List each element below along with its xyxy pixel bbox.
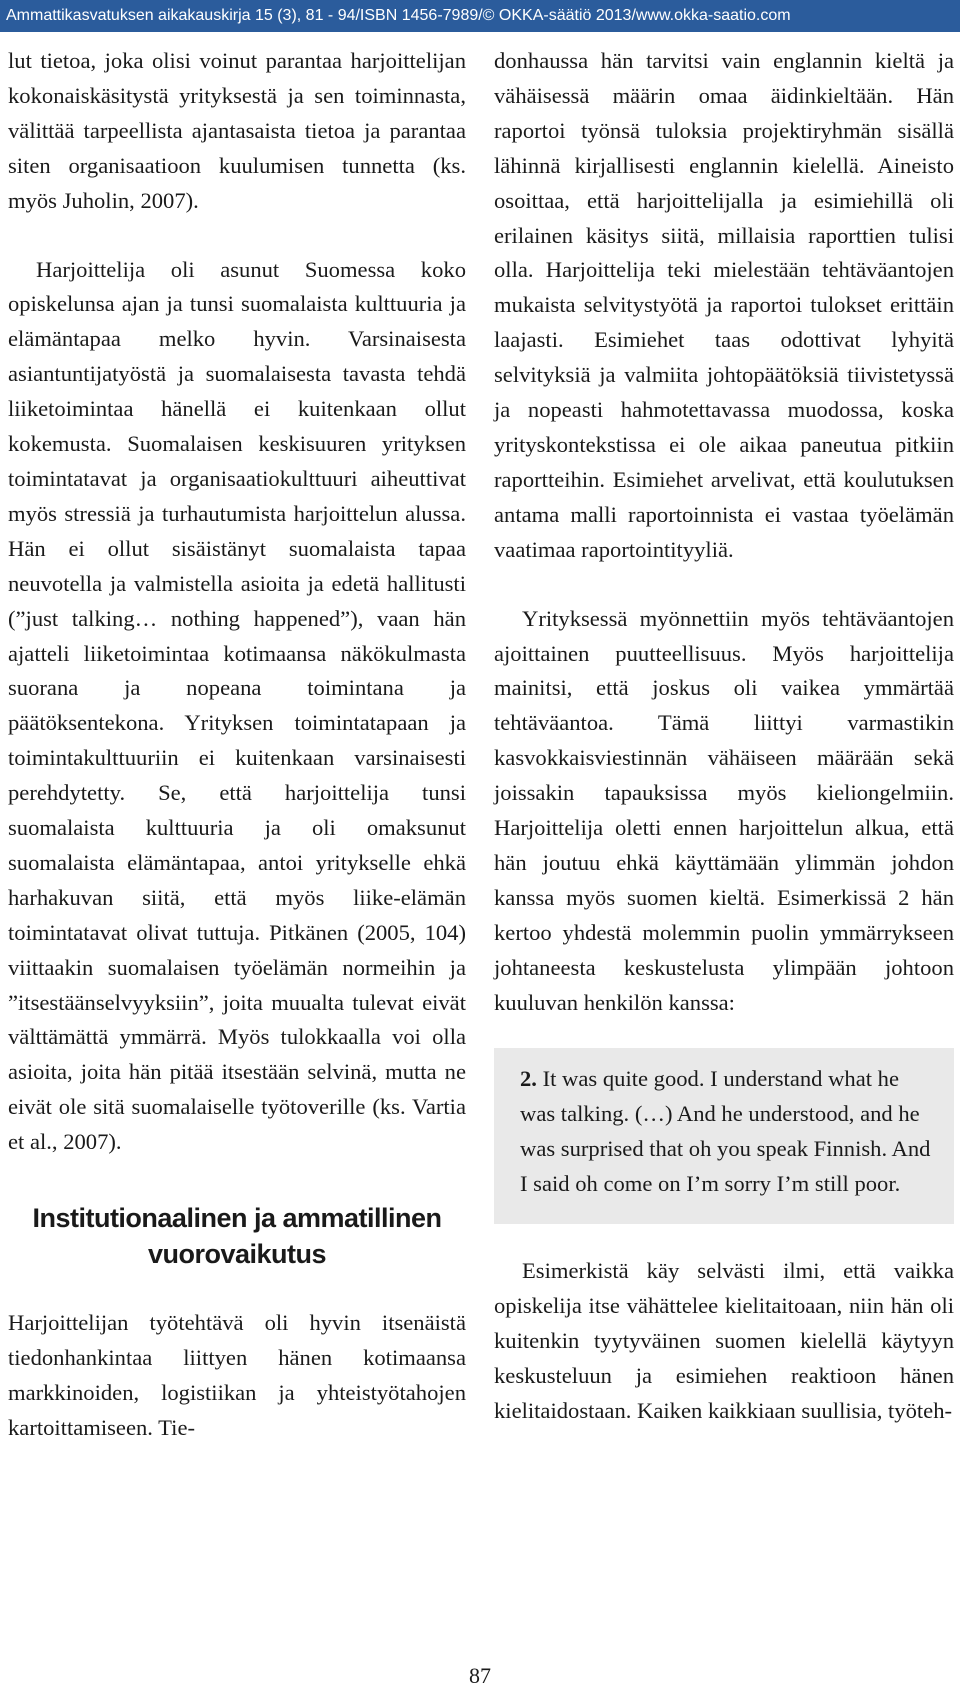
right-paragraph-3: Esimerkistä käy selvästi ilmi, että vaikka opiskelija itse vähättelee kielitaitoaan, niin hän oli kuitenkin tyytyväinen suomen kielellä käytyyn keskusteluun ja esimiehen reaktioon hänen kielitaidostaan. Kaiken kaikkiaan suullisia, työteh-	[494, 1258, 954, 1423]
left-paragraph-2: Harjoittelija oli asunut Suomessa koko opiskelunsa ajan ja tunsi suomalaista kulttuuria ja elämäntapaa melko hyvin. Varsinaisesta asiantuntijatyöstä ja suomalaisesta tavasta tehdä liiketoimintaa hänellä ei kuitenkaan ollut kokemusta. Suomalaisen keskisuuren yrityksen toimintatavat ja organisaatiokulttuuri aiheuttivat myös stressiä ja turhautumista harjoittelun alussa. Hän ei ollut sisäistänyt suomalaista tapaa neuvotella ja valmistella asioita ja edetä hallitusti (”just talking… nothing happened”), vaan hän ajatteli liiketoimintaa kotimaansa näkökulmasta suorana ja nopeana toimintana ja päätöksentekona. Yrityksen toimintatapaan ja toimintakulttuuriin ei kuitenkaan varsinaisesti perehdytetty. Se, että harjoittelija tunsi suomalaista kulttuuria ja oli omaksunut suomalaista elämäntapaa, antoi yritykselle ehkä harhakuvan siitä, että myös liike-elämän toimintatavat olivat tuttuja. Pitkänen (2005, 104) viittaakin suomalaisen työelämän normeihin ja ”itsestäänselvyyksiin”, joita muualta tulevat eivät välttämättä ymmärrä. Myös tulokkaalla voi olla asioita, joita hän pitää itsestään selvinä, mutta ne eivät ole sitä suomalaiselle työtoverille (ks. Vartia et al., 2007).	[8, 256, 466, 1155]
page-number: 87	[469, 1663, 491, 1688]
left-paragraph-1: lut tietoa, joka olisi voinut parantaa harjoittelijan kokonaiskäsitystä yrityksestä ja sen toiminnasta, välittää tarpeellista ajantasaista tietoa ja parantaa siten organisaatioon kuulumisen tunnetta (ks. myös Juholin, 2007).	[8, 48, 466, 213]
left-column	[8, 44, 466, 1446]
right-column	[494, 44, 954, 1429]
running-header	[0, 0, 960, 32]
quote-paragraph	[520, 1062, 934, 1202]
section-heading: Institutionaalinen ja ammatillinen vuorovaikutus	[32, 1203, 442, 1270]
quote-text: It was quite good. I understand what he was talking. (…) And he understood, and he was surprised that oh you speak Finnish. And I said oh come on I’m sorry I’m still poor.	[520, 1066, 931, 1197]
right-paragraph-2: Yrityksessä myönnettiin myös tehtäväantojen ajoittainen puutteellisuus. Myös harjoittelija mainitsi, että joskus oli vaikea ymmärtää tehtäväantoa. Tämä liittyi varmastikin kasvokkaisviestinnän vähäiseen määrään sekä joissakin tapauksissa myös kieliongelmiin. Harjoittelija oletti ennen harjoittelun alkua, että hän joutuu ehkä käyttämään ylimmän johdon kanssa myös suomen kieltä. Esimerkissä 2 hän kertoo yhdestä molemmin puolin ymmärrykseen johtaneesta keskustelusta ylimpään johtoon kuuluvan henkilön kanssa:	[494, 605, 954, 1015]
quote-number: 2.	[520, 1066, 537, 1092]
running-head-text: Ammattikasvatuksen aikakauskirja 15 (3), 81 - 94/ISBN 1456-7989/© OKKA-säätiö 2013/www.okka-saatio.com	[6, 7, 791, 24]
interview-quote-box	[494, 1048, 954, 1224]
left-paragraph-3: Harjoittelijan työtehtävä oli hyvin itsenäistä tiedonhankintaa liittyen hänen kotimaansa markkinoiden, logistiikan ja yhteistyötahojen kartoittamiseen. Tie-	[8, 1310, 466, 1440]
right-paragraph-1: donhaussa hän tarvitsi vain englannin kieltä ja vähäisessä määrin omaa äidinkieltään. Hän raportoi työnsä tuloksia projektiryhmän sisällä lähinnä kirjallisesti englannin kielellä. Aineisto osoittaa, että harjoittelijalla ja esimiehillä oli erilainen käsitys siitä, millaisia raporttien tulisi olla. Harjoittelija teki mielestään tehtäväantojen mukaista selvitystyötä ja raportoi tulokset erittäin laajasti. Esimiehet taas odottivat lyhyitä selvityksiä ja valmiita johtopäätöksiä tiivistetyssä ja nopeasti hahmotettavassa muodossa, koska yrityskontekstissa ei ole aikaa paneutua pitkiin raportteihin. Esimiehet arvelivat, että koulutuksen antama malli raportoinnista ei vastaa työelämän vaatimaa raportointityyliä.	[494, 48, 954, 562]
